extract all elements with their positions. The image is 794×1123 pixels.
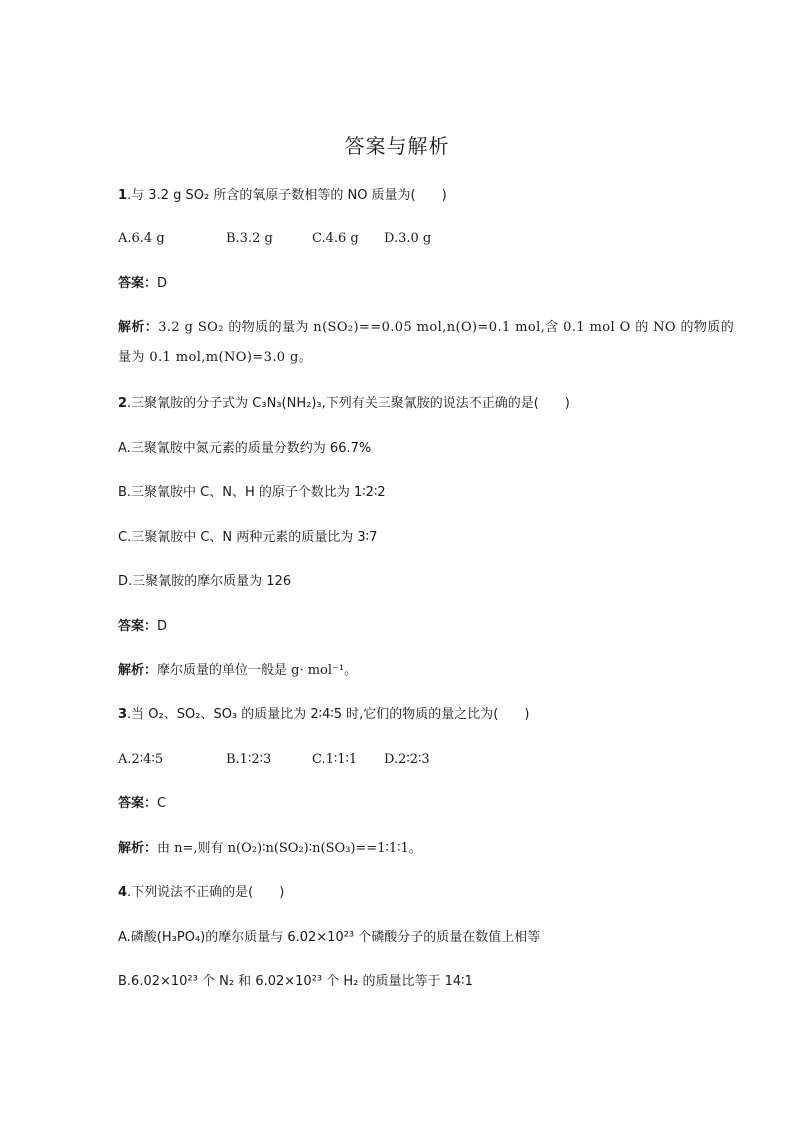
question-3-text: .当 O₂、SO₂、SO₃ 的质量比为 2∶4∶5 时,它们的物质的量之比为( ) (127, 707, 530, 722)
question-3-analysis (118, 839, 688, 859)
question-1-analysis-line-1 (118, 318, 735, 338)
question-3-options (118, 750, 688, 770)
question-4-text: .下列说法不正确的是( ) (127, 885, 285, 900)
answer-label: 答案： (118, 796, 158, 811)
q3-option-c: C.1∶1∶1 (312, 752, 358, 767)
analysis-label: 解析： (118, 320, 159, 335)
q1-option-c: C.4.6 g (312, 231, 359, 246)
question-4-stem (118, 883, 688, 903)
answer-value: D (157, 619, 168, 634)
q2-option-d: D.三聚氰胺的摩尔质量为 126 (118, 574, 292, 589)
analysis-text: 摩尔质量的单位一般是 g· mol⁻¹。 (157, 663, 358, 678)
page-title: 答案与解析 (344, 134, 450, 158)
answer-label: 答案： (118, 276, 158, 291)
q4-option-a: A.磷酸(H₃PO₄)的摩尔质量与 6.02×10²³ 个磷酸分子的质量在数值上相等 (118, 930, 541, 945)
answer-value: D (157, 276, 168, 291)
question-1-analysis-line-2: 量为 0.1 mol,m(NO)=3.0 g。 (118, 350, 313, 365)
question-1-options (118, 229, 688, 249)
question-2-number: 2 (118, 396, 128, 411)
question-4-number: 4 (118, 885, 128, 900)
q3-option-b: B.1∶2∶3 (226, 752, 272, 767)
analysis-text: 3.2 g SO₂ 的物质的量为 n(SO₂)==0.05 mol,n(O)=0.1 mol,含 0.1 mol O 的 NO 的物质的 (158, 320, 735, 335)
q3-option-d: D.2∶2∶3 (384, 752, 430, 767)
analysis-text: 由 n=,则有 n(O₂)∶n(SO₂)∶n(SO₃)==1∶1∶1。 (157, 841, 422, 856)
q1-option-b: B.3.2 g (226, 231, 273, 246)
q1-option-a: A.6.4 g (118, 231, 165, 246)
q2-option-a: A.三聚氰胺中氮元素的质量分数约为 66.7% (118, 441, 372, 456)
question-1-answer (118, 274, 688, 294)
answer-value: C (157, 796, 167, 811)
analysis-label: 解析： (118, 663, 158, 678)
question-1-stem (118, 186, 688, 206)
question-2-text: .三聚氰胺的分子式为 C₃N₃(NH₂)₃,下列有关三聚氰胺的说法不正确的是( ) (127, 396, 570, 411)
question-3-number: 3 (118, 707, 128, 722)
q4-option-b: B.6.02×10²³ 个 N₂ 和 6.02×10²³ 个 H₂ 的质量比等于 14∶1 (118, 974, 473, 989)
q2-option-c: C.三聚氰胺中 C、N 两种元素的质量比为 3∶7 (118, 530, 378, 545)
q3-option-a: A.2∶4∶5 (118, 752, 164, 767)
question-1-text: .与 3.2 g SO₂ 所含的氧原子数相等的 NO 质量为( ) (127, 188, 447, 203)
q1-option-d: D.3.0 g (384, 231, 432, 246)
question-3-stem (118, 705, 688, 725)
analysis-label: 解析： (118, 841, 158, 856)
q2-option-b: B.三聚氰胺中 C、N、H 的原子个数比为 1∶2∶2 (118, 485, 386, 500)
question-2-analysis (118, 661, 688, 681)
answer-label: 答案： (118, 619, 158, 634)
question-3-answer (118, 794, 688, 814)
question-1-number: 1 (118, 188, 128, 203)
question-2-answer (118, 617, 688, 637)
question-2-stem (118, 394, 688, 414)
